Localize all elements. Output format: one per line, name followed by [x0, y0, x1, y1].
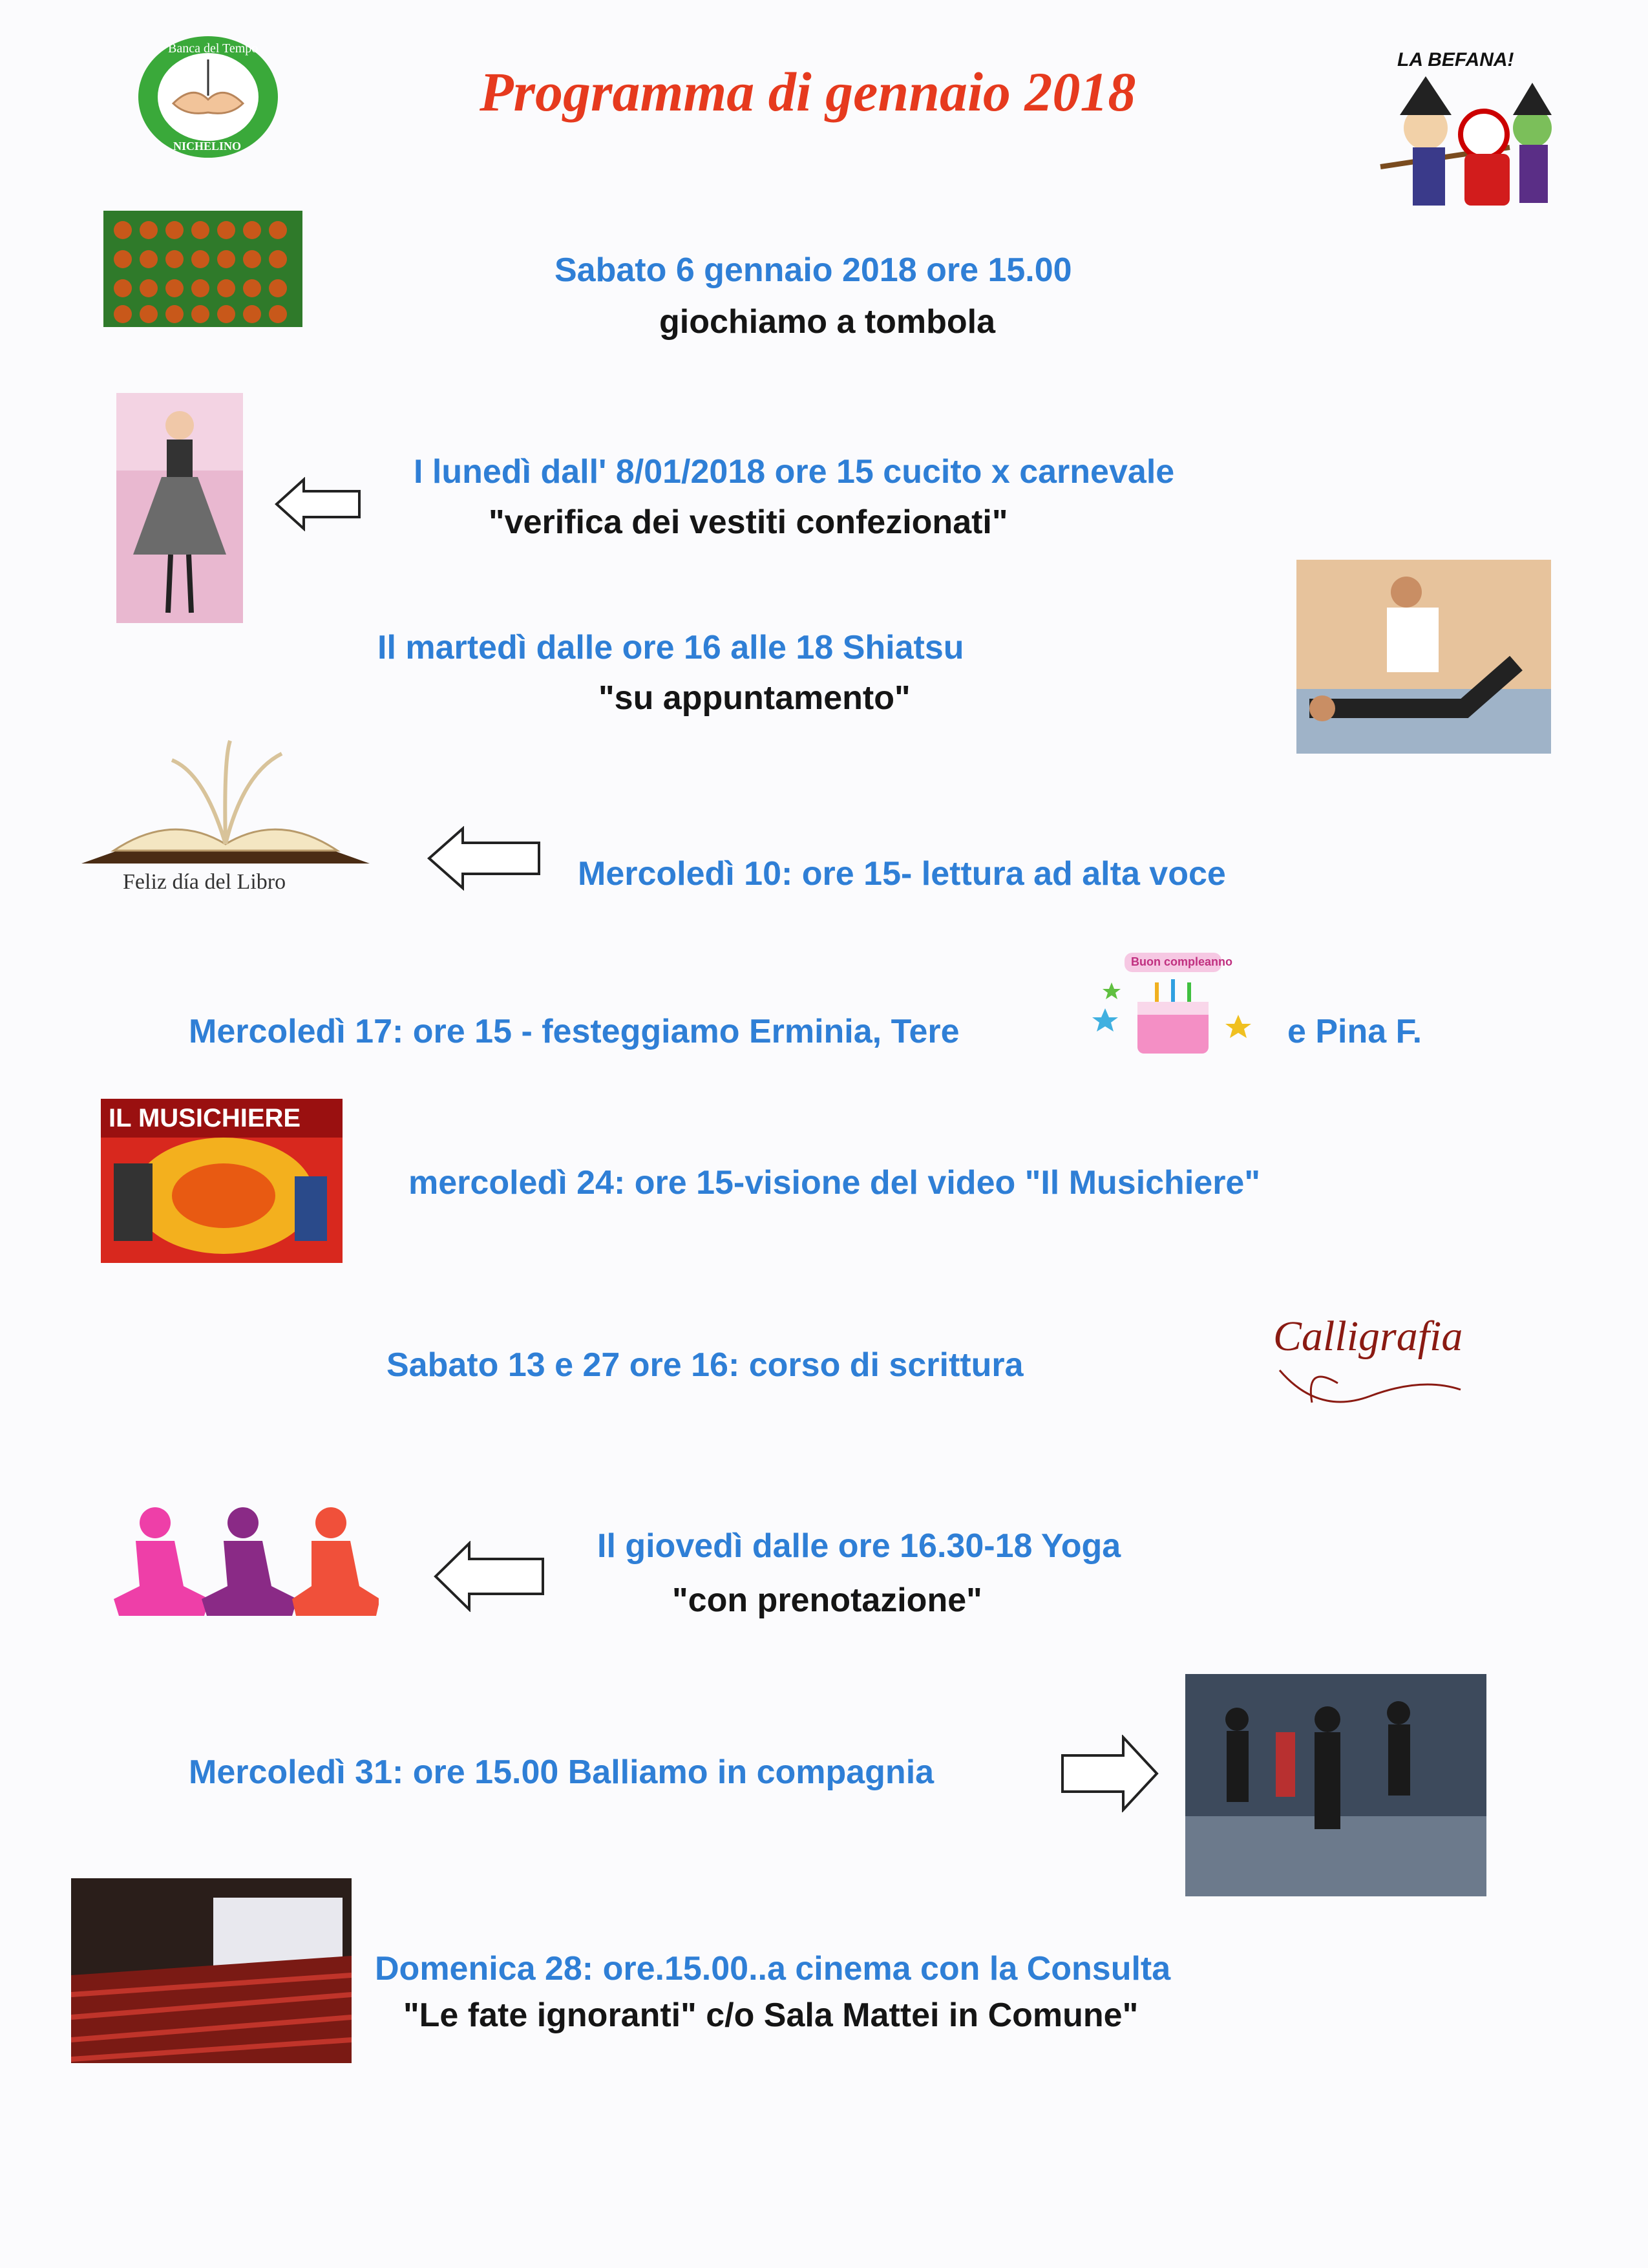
logo-text-top: Banca del Tempo	[168, 41, 259, 56]
calligraphy-caption: Calligrafia	[1273, 1313, 1463, 1360]
cinema-hall-image	[71, 1878, 352, 2063]
cake-caption: Buon compleanno	[1131, 955, 1232, 968]
event-5-date: Mercoledì 17: ore 15 - festeggiamo Erminia, Tere	[189, 1013, 960, 1050]
event-2-title: "verifica dei vestiti confezionati"	[489, 503, 1008, 541]
event-8-title: "con prenotazione"	[672, 1582, 982, 1619]
logo-text-bottom: NICHELINO	[173, 140, 242, 153]
musichiere-image	[101, 1099, 343, 1263]
event-3-date: Il martedì dalle ore 16 alle 18 Shiatsu	[377, 629, 964, 666]
calligraphy-image	[1267, 1286, 1474, 1422]
event-4-date: Mercoledì 10: ore 15- lettura ad alta voce	[578, 855, 1226, 893]
shiatsu-image	[1296, 560, 1551, 754]
book-image	[75, 734, 376, 902]
event-1-title: giochiamo a tombola	[659, 303, 996, 341]
yoga-figures-image	[110, 1500, 379, 1620]
right-arrow-icon	[1060, 1735, 1159, 1812]
left-arrow-icon	[433, 1541, 547, 1612]
musichiere-caption: IL MUSICHIERE	[109, 1104, 301, 1132]
event-7-date: Sabato 13 e 27 ore 16: corso di scrittura	[386, 1346, 1024, 1384]
la-befana-label: LA BEFANA!	[1397, 49, 1514, 70]
event-8-date: Il giovedì dalle ore 16.30-18 Yoga	[597, 1527, 1121, 1565]
event-1-date: Sabato 6 gennaio 2018 ore 15.00	[555, 251, 1072, 289]
event-9-date: Mercoledì 31: ore 15.00 Balliamo in compagnia	[189, 1754, 935, 1791]
left-arrow-icon	[274, 477, 363, 531]
event-2-date: I lunedì dall' 8/01/2018 ore 15 cucito x carnevale	[414, 453, 1175, 491]
event-6-date: mercoledì 24: ore 15-visione del video "Il Musichiere"	[408, 1164, 1261, 1202]
book-caption: Feliz día del Libro	[123, 870, 286, 894]
sewing-dress-image	[116, 393, 243, 623]
banca-del-tempo-logo	[134, 34, 282, 160]
event-5-date-end: e Pina F.	[1287, 1013, 1422, 1050]
event-3-title: "su appuntamento"	[598, 679, 911, 717]
page-title: Programma di gennaio 2018	[480, 61, 1136, 123]
tombola-image	[103, 211, 302, 327]
left-arrow-icon	[427, 826, 543, 891]
birthday-cake-image	[1086, 944, 1258, 1086]
dancing-image	[1185, 1674, 1486, 1896]
event-10-date: Domenica 28: ore.15.00..a cinema con la Consulta	[375, 1950, 1171, 1987]
event-10-title: "Le fate ignoranti" c/o Sala Mattei in Comune"	[403, 1997, 1139, 2034]
befana-illustration	[1368, 76, 1561, 225]
